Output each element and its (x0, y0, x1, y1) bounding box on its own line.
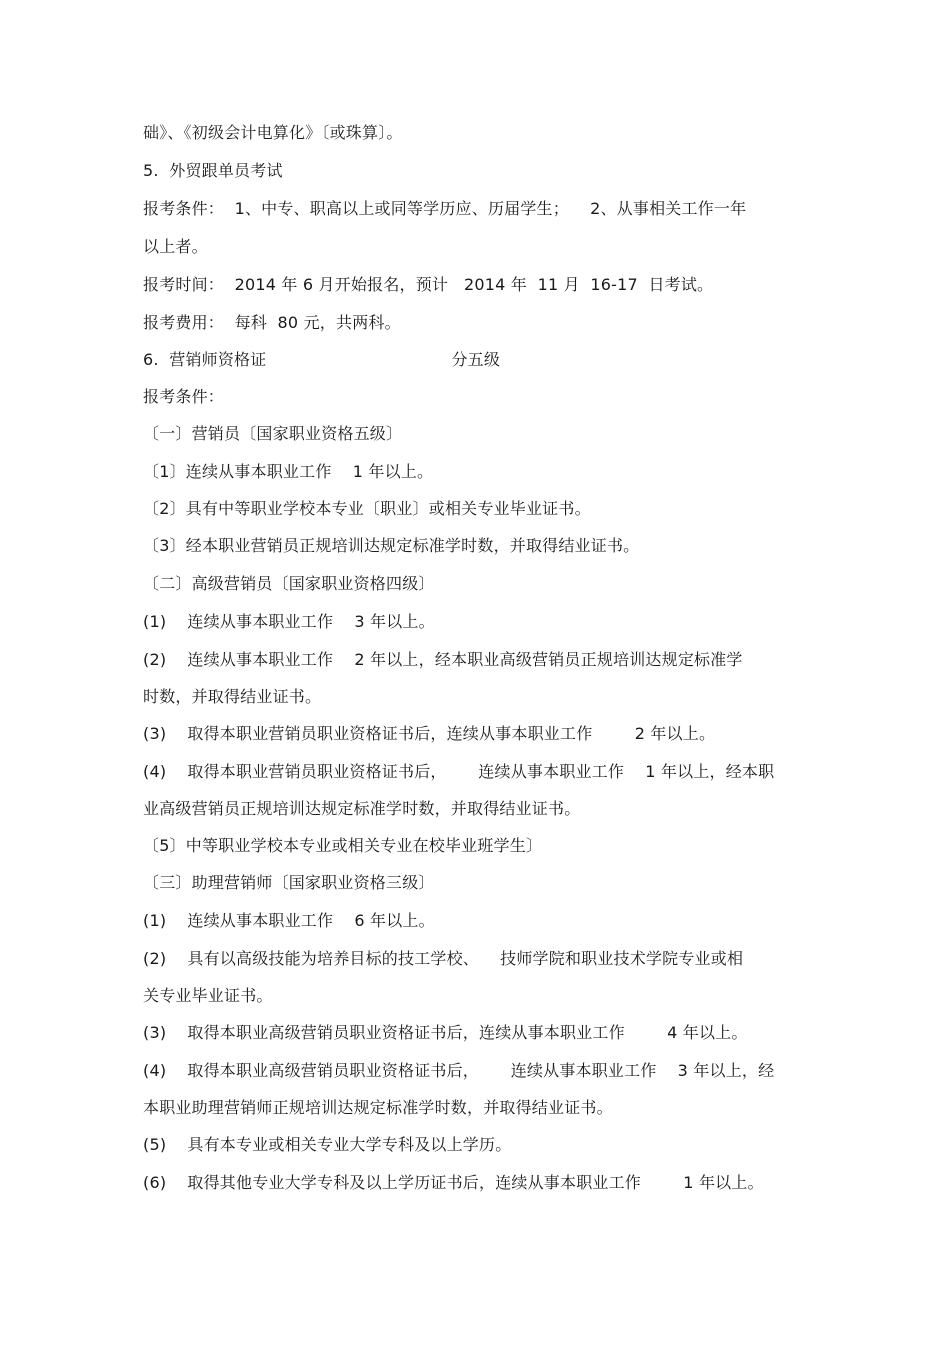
list-item: (4) 取得本职业营销员职业资格证书后， 连续从事本职业工作 1 年以上，经本职 (143, 762, 775, 781)
text-line: 业高级营销员正规培训达规定标准学时数，并取得结业证书。 (143, 799, 581, 818)
list-item: 〔1〕连续从事本职业工作 1 年以上。 (143, 462, 434, 481)
text-line: 报考条件： (143, 387, 225, 406)
list-item: (4) 取得本职业高级营销员职业资格证书后， 连续从事本职业工作 3 年以上，经 (143, 1061, 775, 1080)
text-line: 时数，并取得结业证书。 (143, 687, 322, 706)
list-item: (3) 取得本职业高级营销员职业资格证书后，连续从事本职业工作 4 年以上。 (143, 1023, 748, 1042)
list-item: (1) 连续从事本职业工作 6 年以上。 (143, 911, 435, 930)
list-item: (2) 连续从事本职业工作 2 年以上，经本职业高级营销员正规培训达规定标准学 (143, 650, 743, 669)
text-line: 报考条件： 1、中专、职高以上或同等学历应、历届学生； 2、从事相关工作一年 (143, 199, 747, 218)
subsection-heading: 〔二〕高级营销员〔国家职业资格四级〕 (143, 574, 435, 593)
list-item: (6) 取得其他专业大学专科及以上学历证书后，连续从事本职业工作 1 年以上。 (143, 1173, 764, 1192)
subsection-heading: 〔一〕营销员〔国家职业资格五级〕 (143, 424, 403, 443)
section-heading: 6. 营销师资格证 分五级 (143, 350, 501, 369)
list-item: 〔2〕具有中等职业学校本专业〔职业〕或相关专业毕业证书。 (143, 499, 591, 518)
subsection-heading: 〔三〕助理营销师〔国家职业资格三级〕 (143, 873, 435, 892)
text-line: 础》、《初级会计电算化》〔或珠算〕。 (143, 123, 403, 142)
list-item: (3) 取得本职业营销员职业资格证书后，连续从事本职业工作 2 年以上。 (143, 724, 716, 743)
list-item: 〔5〕中等职业学校本专业或相关专业在校毕业班学生〕 (143, 836, 543, 855)
text-line: 本职业助理营销师正规培训达规定标准学时数，并取得结业证书。 (143, 1098, 613, 1117)
list-item: (1) 连续从事本职业工作 3 年以上。 (143, 612, 435, 631)
list-item: (2) 具有以高级技能为培养目标的技工学校、 技师学院和职业技术学院专业或相 (143, 949, 744, 968)
list-item: 〔3〕经本职业营销员正规培训达规定标准学时数，并取得结业证书。 (143, 536, 640, 555)
text-line: 报考时间： 2014 年 6 月开始报名，预计 2014 年 11 月 16-17 日考试。 (143, 275, 714, 294)
section-heading: 5. 外贸跟单员考试 (143, 161, 283, 180)
text-line: 报考费用： 每科 80 元，共两科。 (143, 313, 401, 332)
text-line: 关专业毕业证书。 (143, 986, 273, 1005)
list-item: (5) 具有本专业或相关专业大学专科及以上学历。 (143, 1135, 512, 1154)
text-line: 以上者。 (143, 237, 208, 256)
